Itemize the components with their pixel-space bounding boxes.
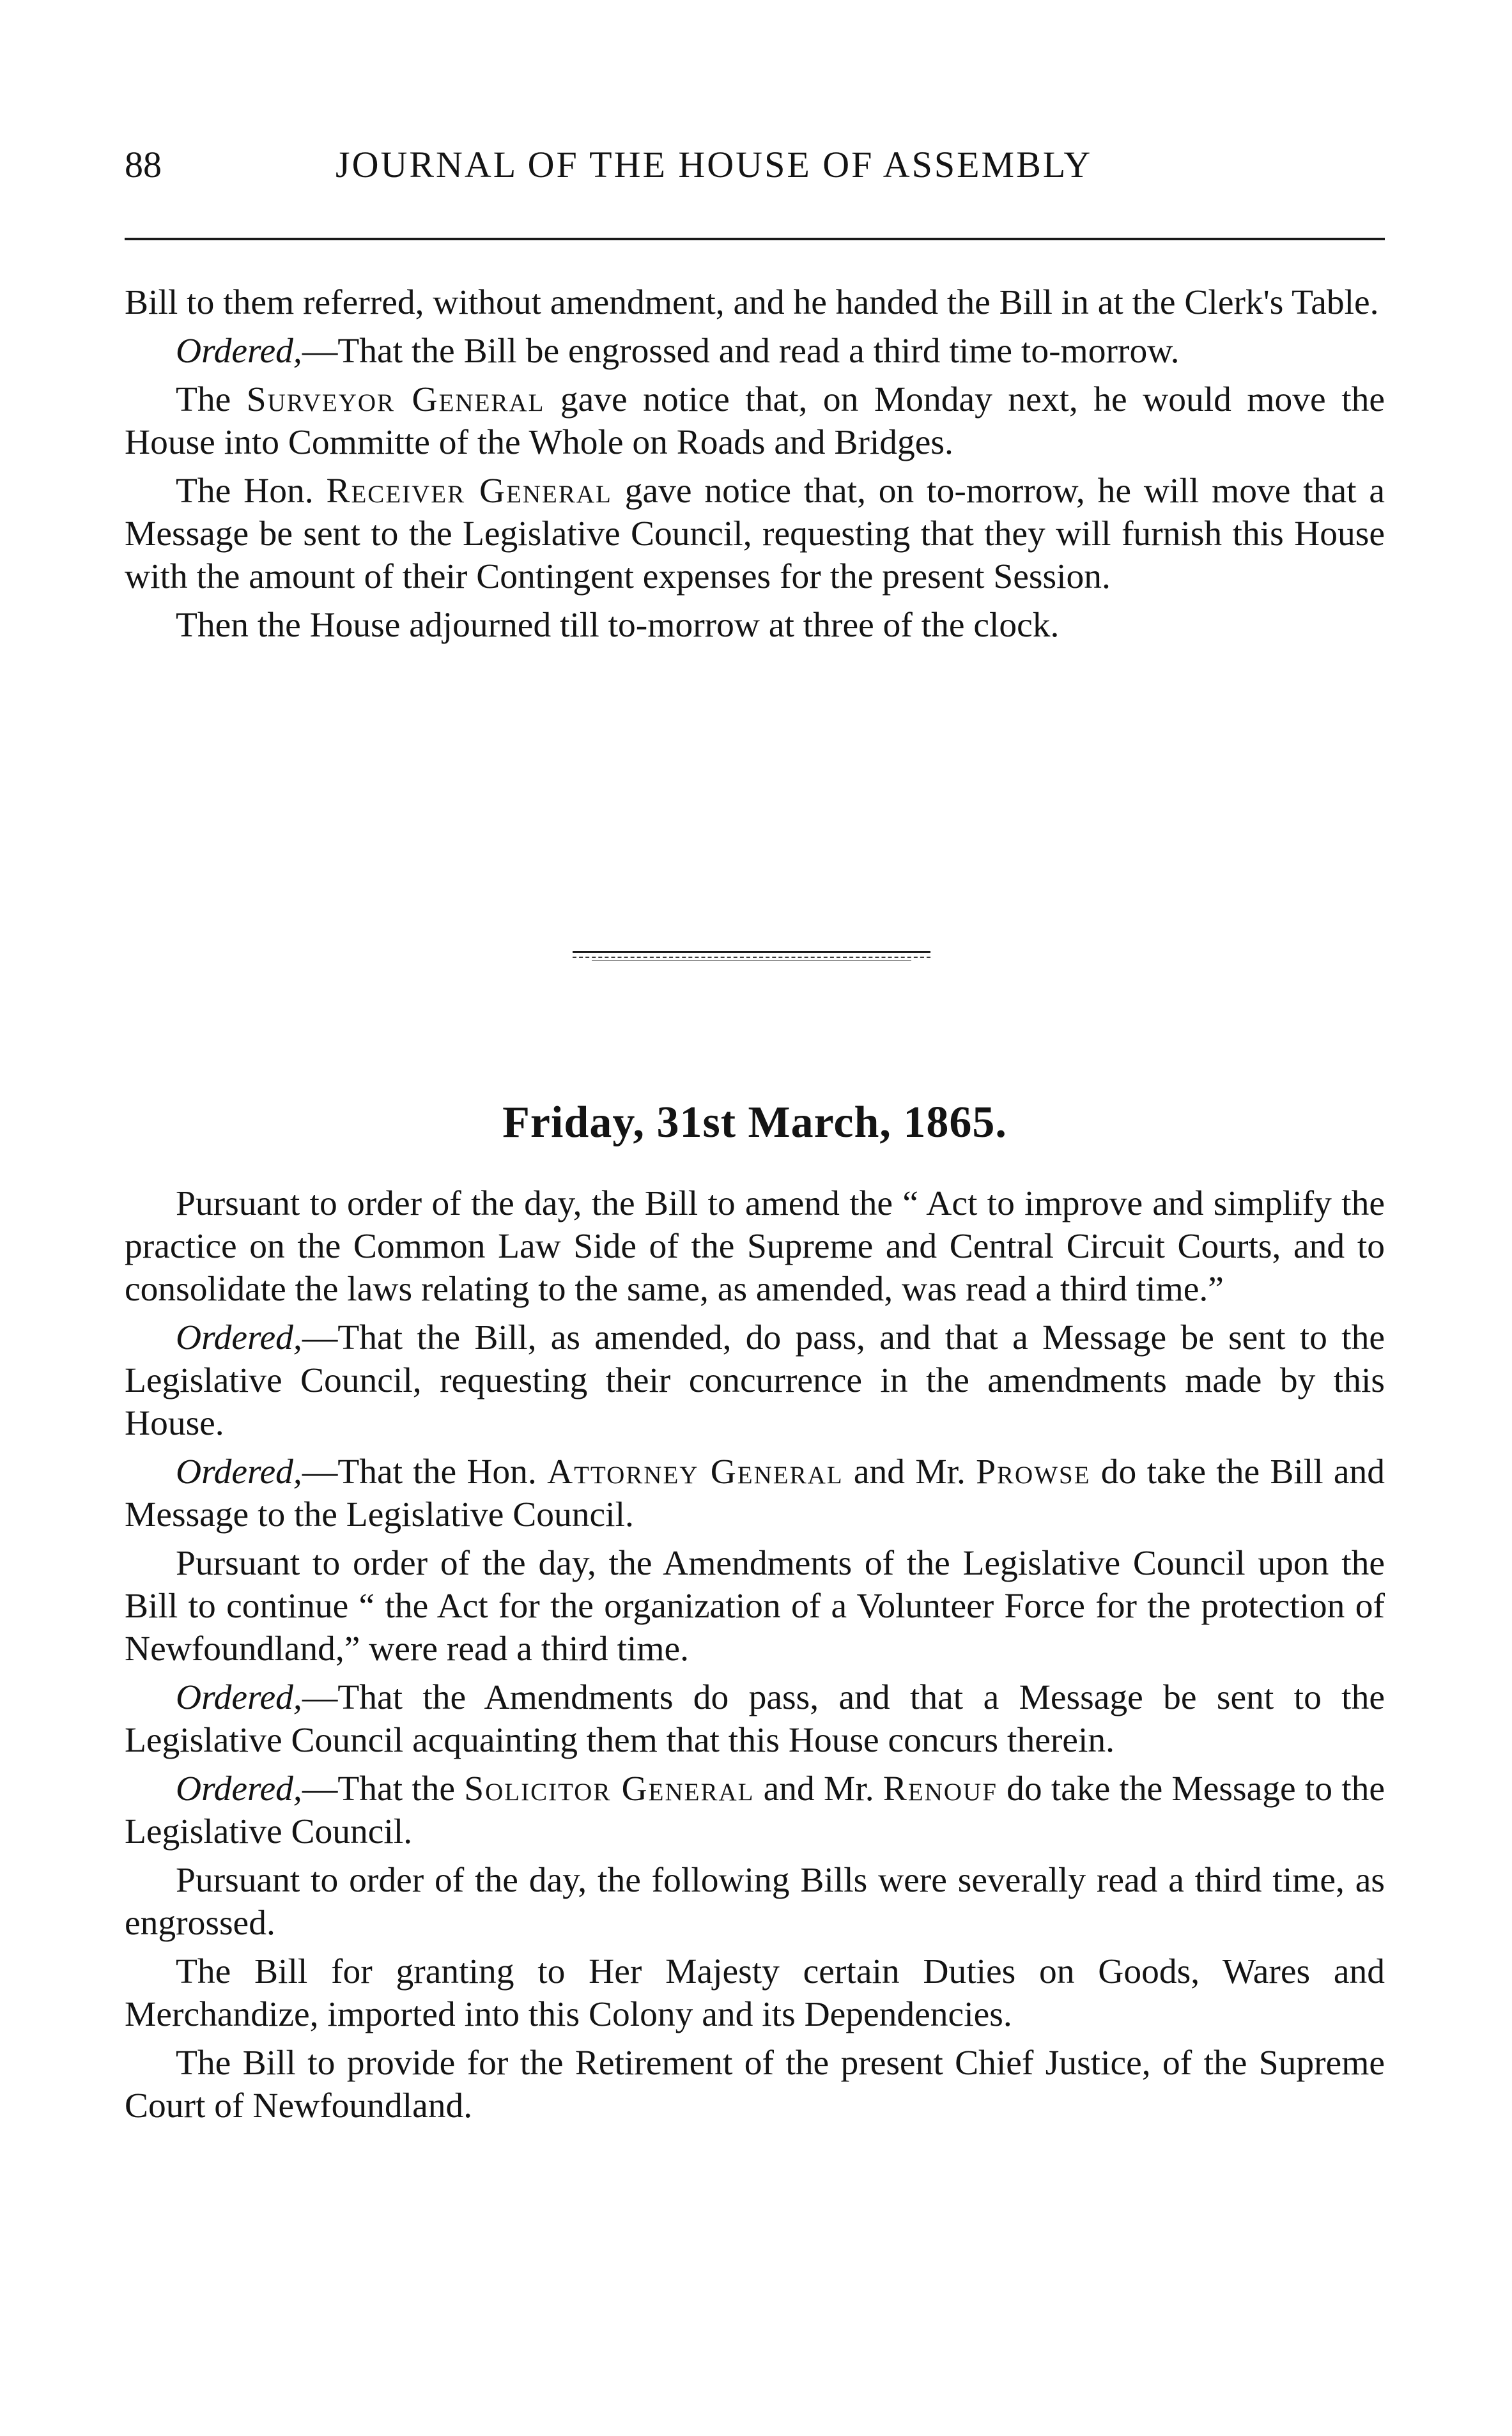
order-text: —That the Amendments do pass, and that a Message be sent to the Legislative Council acquainting them that this House concurs therein. — [125, 1678, 1385, 1760]
divider-line — [573, 957, 930, 958]
friday-proceedings — [125, 1182, 1385, 2127]
order-text: do take the Bill and Message to the Legislative Council. — [125, 1453, 1385, 1534]
section-divider — [573, 951, 930, 961]
member-name: Prowse — [976, 1453, 1091, 1492]
header-rule — [125, 238, 1385, 240]
paragraph: Pursuant to order of the day, the Bill to amend the “ Act to improve and simplify the practice on the Common Law Side of the Supreme and Central Circuit Courts, and to consolidate the laws relating to the same, as amended, was read a third time.” — [125, 1184, 1385, 1309]
adjournment-paragraph: Then the House adjourned till to-morrow at three of the clock. — [176, 606, 1060, 645]
order-paragraph — [125, 1316, 1385, 1445]
bill-paragraph: The Bill for granting to Her Majesty certain Duties on Goods, Wares and Merchandize, imported into this Colony and its Dependencies. — [125, 1952, 1385, 2034]
notice-text: gave notice that, on to-morrow, he will move that a Message be sent to the Legislative Council, requesting that they will furnish this House with the amount of their Contingent expenses for the present Session. — [125, 472, 1385, 596]
notice-text: gave notice that, on Monday next, he would move the House into Committe of the Whole on Roads and Bridges. — [125, 380, 1385, 462]
order-text: do take the Message to the Legislative Council. — [125, 1769, 1385, 1851]
officer-title: Surveyor General — [246, 380, 545, 419]
order-paragraph — [125, 1451, 1385, 1536]
ordered-label: Ordered, — [176, 332, 302, 371]
divider-line — [592, 960, 911, 961]
ordered-label: Ordered, — [176, 1769, 302, 1808]
ordered-label: Ordered, — [176, 1318, 302, 1357]
paragraph: Bill to them referred, without amendment, and he handed the Bill in at the Clerk's Table. — [125, 283, 1379, 322]
bill-paragraph: The Bill to provide for the Retirement of the present Chief Justice, of the Supreme Court of Newfoundland. — [125, 2044, 1385, 2125]
member-name: Renouf — [883, 1769, 998, 1808]
order-text: —That the Hon. — [302, 1453, 548, 1492]
member-name: Attorney General — [547, 1453, 844, 1492]
paragraph: Pursuant to order of the day, the following Bills were severally read a third time, as engrossed. — [125, 1861, 1385, 1943]
divider-line — [573, 951, 930, 953]
running-title: JOURNAL OF THE HOUSE OF ASSEMBLY — [336, 144, 1093, 185]
notice-prefix: The Hon. — [176, 472, 327, 511]
order-text: —That the Bill, as amended, do pass, and that a Message be sent to the Legislative Council, requesting their concurrence in the amendments made by this House. — [125, 1318, 1385, 1443]
notice-paragraph — [125, 378, 1385, 464]
order-text: and Mr. — [843, 1453, 976, 1492]
ordered-label: Ordered, — [176, 1453, 302, 1492]
member-name: Solicitor General — [464, 1769, 755, 1808]
proceedings-continued — [125, 281, 1385, 647]
order-paragraph — [125, 1768, 1385, 1853]
order-text: —That the Bill be engrossed and read a third time to-morrow. — [302, 332, 1180, 371]
ordered-label: Ordered, — [176, 1678, 302, 1717]
order-text: and Mr. — [754, 1769, 883, 1808]
order-text: —That the — [302, 1769, 465, 1808]
page-header — [125, 139, 1390, 197]
notice-paragraph — [125, 470, 1385, 598]
page-number: 88 — [125, 144, 162, 185]
paragraph: Pursuant to order of the day, the Amendments of the Legislative Council upon the Bill to continue “ the Act for the organization of a Volunteer Force for the protection of Newfoundland,” were read a third time. — [125, 1544, 1385, 1669]
order-paragraph — [125, 330, 1385, 373]
date-heading: Friday, 31st March, 1865. — [502, 1098, 1007, 1147]
order-paragraph — [125, 1676, 1385, 1762]
officer-title: Receiver General — [326, 472, 612, 511]
notice-prefix: The — [176, 380, 247, 419]
